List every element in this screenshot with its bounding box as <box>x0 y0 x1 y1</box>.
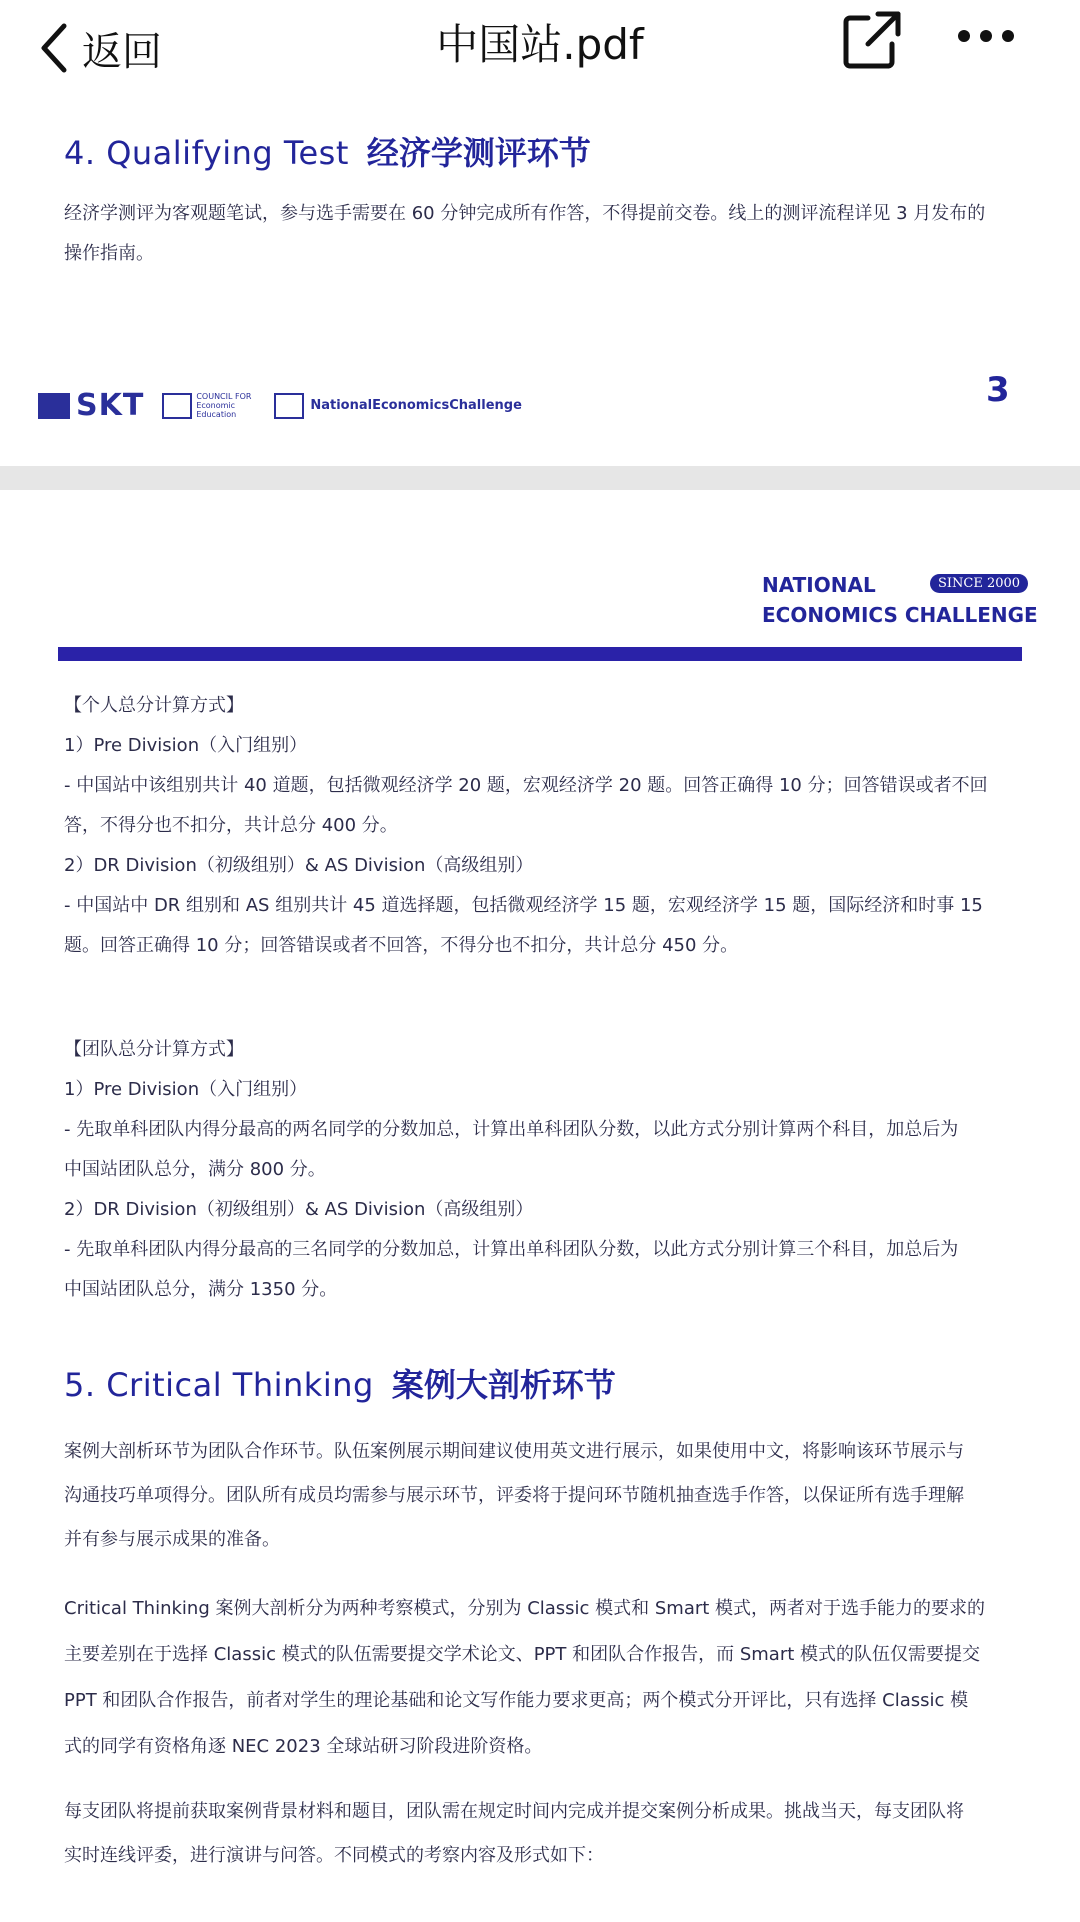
paragraph-line: 沟通技巧单项得分。团队所有成员均需参与展示环节，评委将于提问环节随机抽查选手作答，以保证所有选手理解 <box>64 1485 964 1506</box>
paragraph-line: Critical Thinking 案例大剖析分为两种考察模式，分别为 Classic 模式和 Smart 模式，两者对于选手能力的要求的 <box>64 1598 986 1619</box>
back-button[interactable] <box>40 18 162 78</box>
nec-logo-mark <box>274 393 304 419</box>
qualifying-test-paragraph <box>64 194 1024 274</box>
paragraph-line: 并有参与展示成果的准备。 <box>64 1529 280 1550</box>
skt-logo-text: SKT <box>76 388 145 423</box>
top-bar <box>0 0 1080 98</box>
paragraph-line: 案例大剖析环节为团队合作环节。队伍案例展示期间建议使用英文进行展示，如果使用中文，将影响该环节展示与 <box>64 1441 964 1462</box>
cee-logo <box>162 392 256 419</box>
brand-line-2: ECONOMICS CHALLENGE <box>762 603 1038 627</box>
heading-en: 5. Critical Thinking <box>64 1366 374 1404</box>
since-badge: SINCE 2000 <box>930 574 1028 593</box>
paragraph-line: 2）DR Division（初级组别）& AS Division（高级组别） <box>64 855 534 876</box>
paragraph-line: 2）DR Division（初级组别）& AS Division（高级组别） <box>64 1199 534 1220</box>
skt-logo-mark <box>38 393 70 419</box>
paragraph-line: - 先取单科团队内得分最高的两名同学的分数加总，计算出单科团队分数，以此方式分别计算两个科目，加总后为 <box>64 1119 959 1140</box>
critical-thinking-paragraph-1 <box>64 1430 1024 1562</box>
paragraph-line: 实时连线评委，进行演讲与问答。不同模式的考察内容及形式如下： <box>64 1845 604 1866</box>
share-icon[interactable] <box>838 8 904 74</box>
section-heading-qualifying-test <box>64 128 591 174</box>
paragraph-line: 中国站团队总分，满分 1350 分。 <box>64 1279 338 1300</box>
paragraph-line: 每支团队将提前获取案例背景材料和题目，团队需在规定时间内完成并提交案例分析成果。挑战当天，每支团队将 <box>64 1801 964 1822</box>
back-label: 返回 <box>82 28 162 75</box>
paragraph-line: 题。回答正确得 10 分；回答错误或者不回答，不得分也不扣分，共计总分 450 分。 <box>64 935 739 956</box>
heading-en: 4. Qualifying Test <box>64 134 349 172</box>
critical-thinking-paragraph-3 <box>64 1790 1024 1878</box>
paragraph-line: 1）Pre Division（入门组别） <box>64 1079 308 1100</box>
section-heading-critical-thinking <box>64 1360 616 1406</box>
individual-score-section <box>64 686 1024 966</box>
paragraph-line: - 中国站中 DR 组别和 AS 组别共计 45 道选择题，包括微观经济学 15 题，宏观经济学 15 题，国际经济和时事 15 <box>64 895 983 916</box>
paragraph-line: 经济学测评为客观题笔试，参与选手需要在 60 分钟完成所有作答，不得提前交卷。线上的测评流程详见 3 月发布的 <box>64 203 986 224</box>
more-options-icon[interactable] <box>956 16 1016 56</box>
chevron-left-icon <box>40 22 68 74</box>
paragraph-line: 【个人总分计算方式】 <box>64 695 244 716</box>
nec-logo-text: NationalEconomicsChallenge <box>310 398 522 413</box>
header-rule <box>58 647 1022 661</box>
paragraph-line: 中国站团队总分，满分 800 分。 <box>64 1159 326 1180</box>
paragraph-line: PPT 和团队合作报告，前者对学生的理论基础和论文写作能力要求更高；两个模式分开评比，只有选择 Classic 模 <box>64 1690 969 1711</box>
pdf-page-4 <box>0 490 1080 1922</box>
paragraph-line: 1）Pre Division（入门组别） <box>64 735 308 756</box>
paragraph-line: 式的同学有资格角逐 NEC 2023 全球站研习阶段进阶资格。 <box>64 1736 543 1757</box>
paragraph-line: 答，不得分也不扣分，共计总分 400 分。 <box>64 815 398 836</box>
nec-logo <box>274 393 522 419</box>
paragraph-line: - 中国站中该组别共计 40 道题，包括微观经济学 20 题，宏观经济学 20 题。回答正确得 10 分；回答错误或者不回 <box>64 775 988 796</box>
paragraph-line: 操作指南。 <box>64 243 154 264</box>
heading-zh: 经济学测评环节 <box>366 134 591 172</box>
skt-logo <box>38 388 144 423</box>
paragraph-line: 【团队总分计算方式】 <box>64 1039 244 1060</box>
critical-thinking-paragraph-2 <box>64 1586 1024 1770</box>
brand-line-1: NATIONAL <box>762 573 876 597</box>
file-title: 中国站.pdf <box>436 20 644 69</box>
cee-logo-text: COUNCIL FOR Economic Education <box>196 392 252 419</box>
cee-logo-mark <box>162 393 192 419</box>
pdf-page-3 <box>0 98 1080 466</box>
page-number: 3 <box>986 370 1010 410</box>
heading-zh: 案例大剖析环节 <box>391 1366 616 1404</box>
footer-logos <box>38 388 522 423</box>
paragraph-line: 主要差别在于选择 Classic 模式的队伍需要提交学术论文、PPT 和团队合作报告，而 Smart 模式的队伍仅需要提交 <box>64 1644 981 1665</box>
paragraph-line: - 先取单科团队内得分最高的三名同学的分数加总，计算出单科团队分数，以此方式分别计算三个科目，加总后为 <box>64 1239 959 1260</box>
team-score-section <box>64 1030 1024 1310</box>
